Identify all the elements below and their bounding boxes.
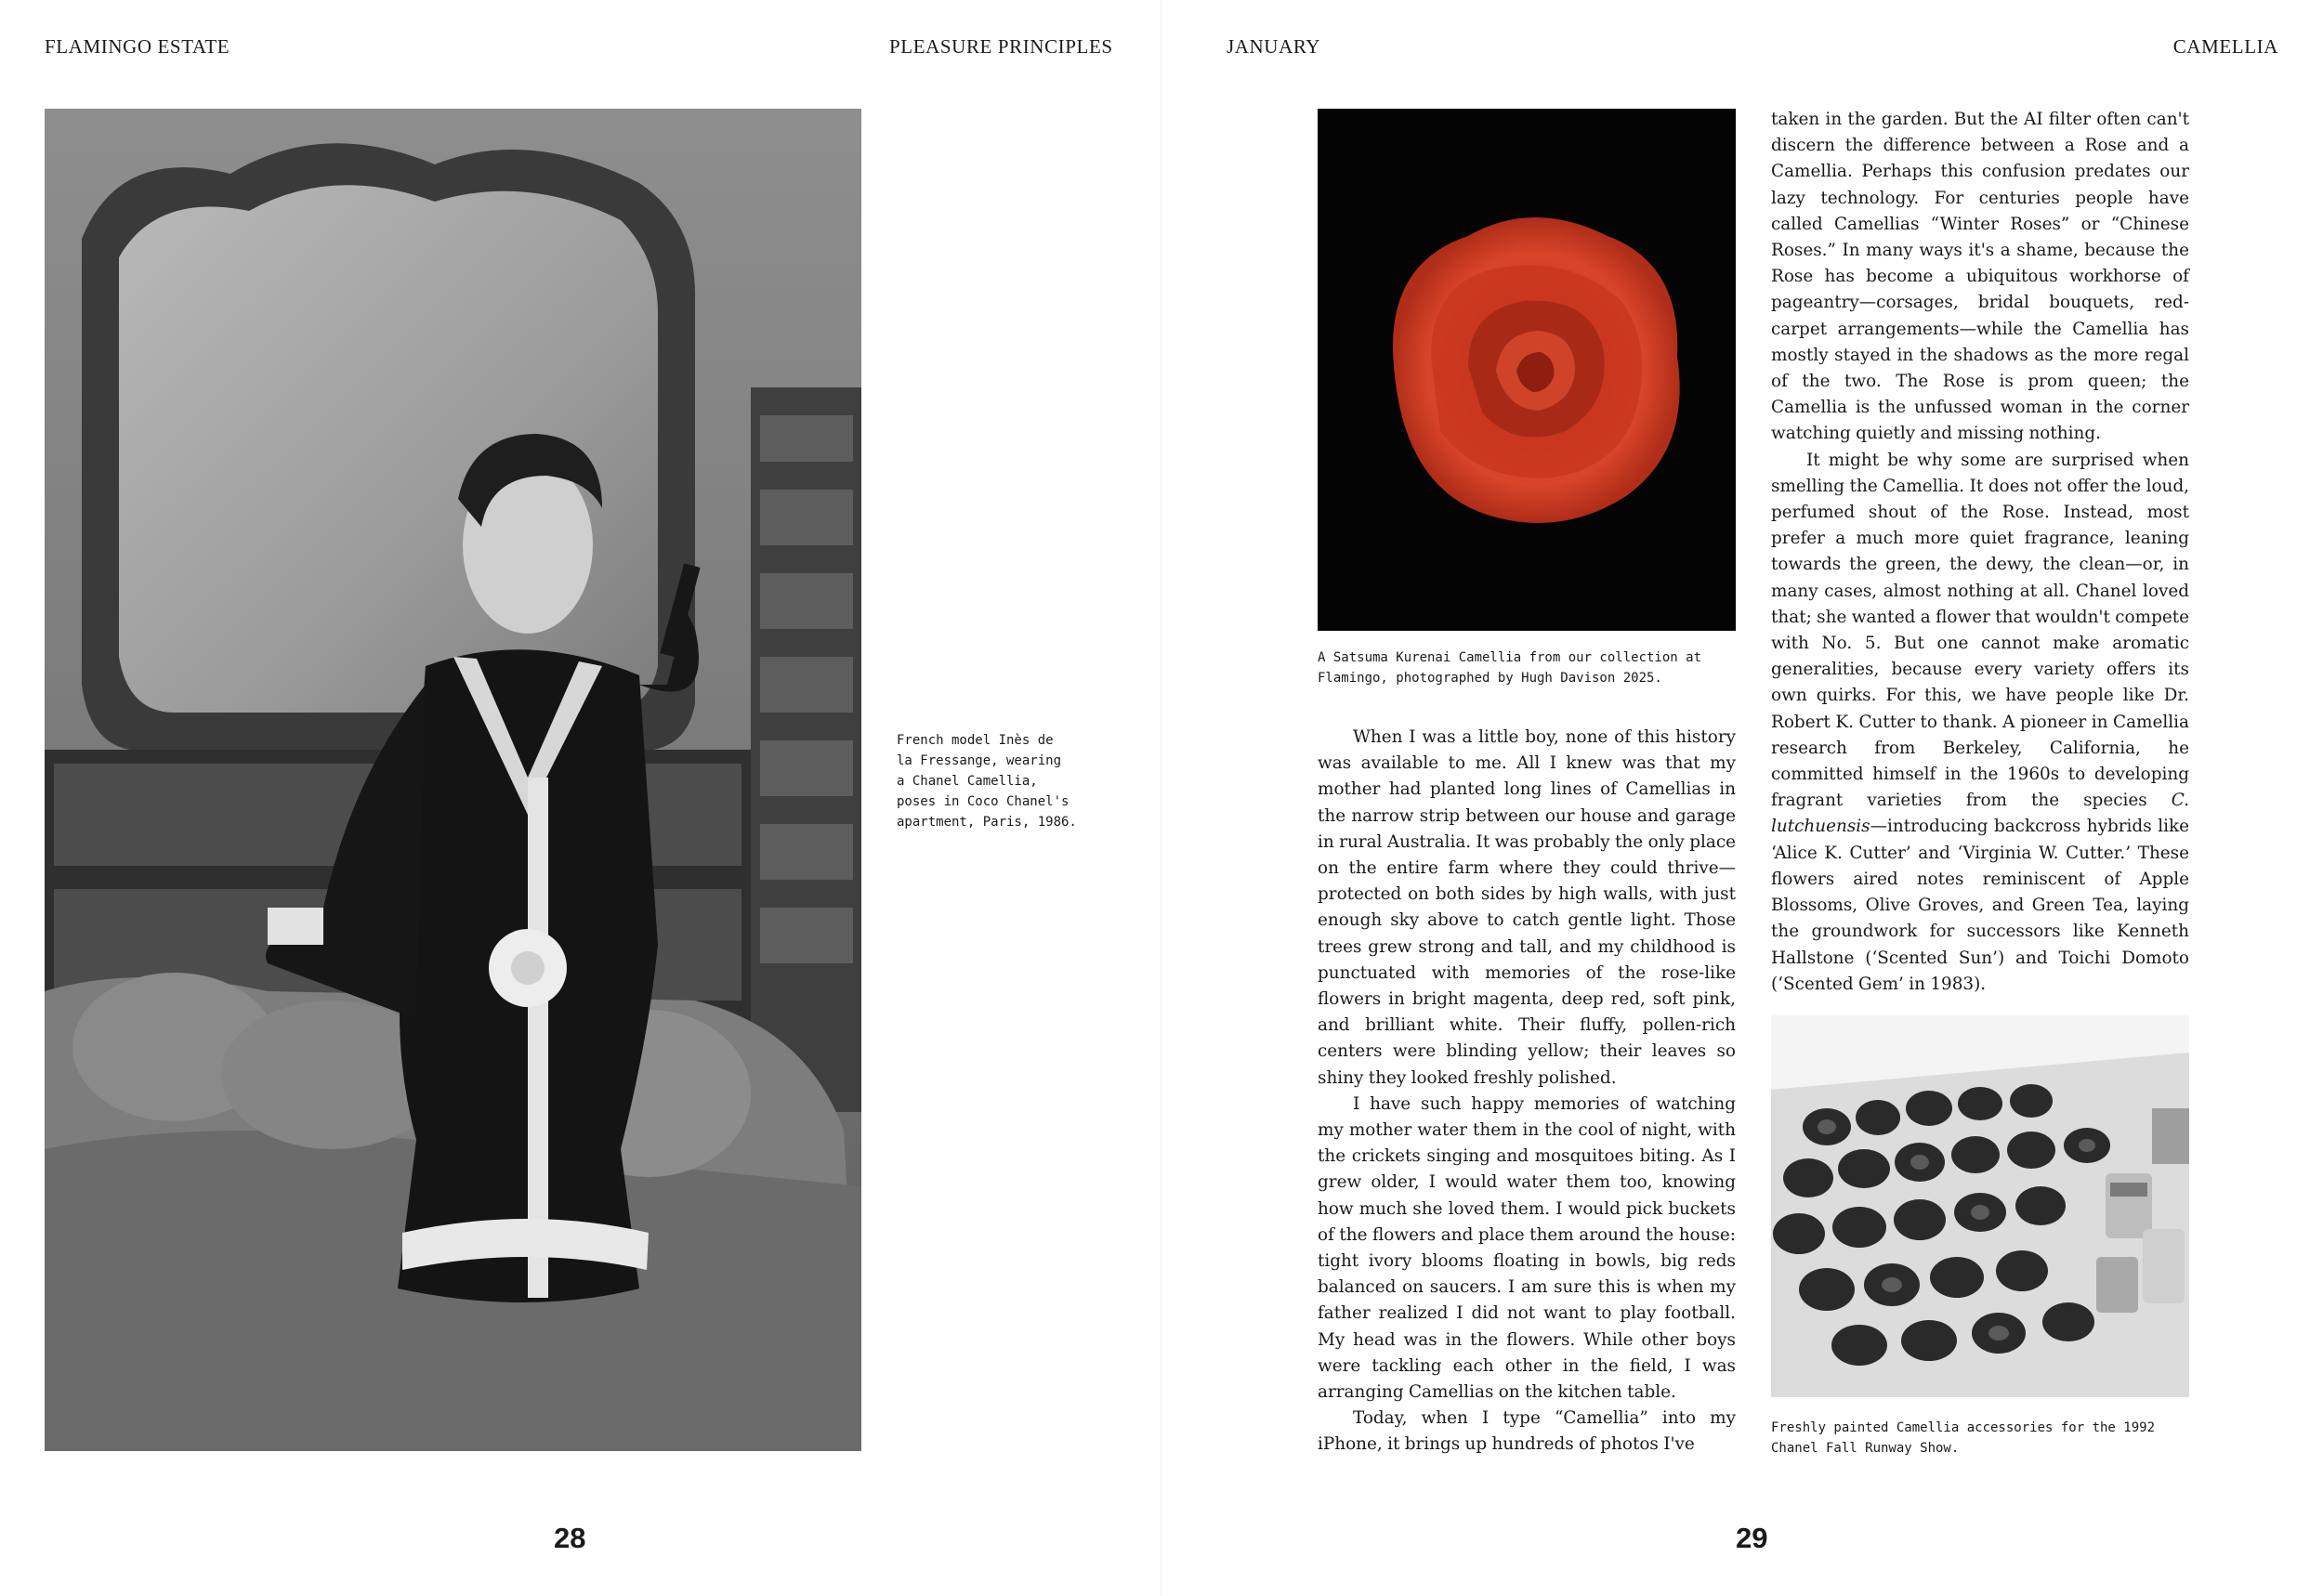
paragraph: taken in the garden. But the AI filter often can't discern the difference between a Rose and a Camellia. Perhaps this confusion predates our lazy technology. For centuries people have called Camellias “Winter Roses” or “Chinese Roses.” In many ways it's a shame, because the Rose has become a ubiquitous workhorse of pageantry—corsages, bridal bouquets, red-carpet arrangements—while the Camellia has mostly stayed in the shadows as the more regal of the two. The Rose is prom queen; the Camellia is the unfussed woman in the corner watching quietly and missing nothing. xyxy=(1771,110,2189,444)
red-camellia-photo xyxy=(1318,109,1736,631)
paragraph: When I was a little boy, none of this history was available to me. All I knew was that my mother had planted long lines of Camellias in the narrow strip between our house and garage in rural Australia. It was probably the only place on the entire farm where they could thrive—protected on both sides by high walls, with just enough sky above to catch gentle light. Those trees grew strong and tall, and my childhood is punctuated with memories of the rose-like flowers in bright magenta, deep red, soft pink, and brilliant white. Their fluffy, pollen-rich centers were blinding yellow; their leaves so shiny they looked freshly polished. xyxy=(1318,727,1736,1088)
species-name: C. lutchuensis xyxy=(1771,791,2189,837)
paragraph: I have such happy memories of watching my mother water them in the cool of night, with the crickets singing and mosquitoes biting. As I grew older, I would water them too, knowing how much she loved them. I would pick buckets of the flowers and place them around the house: tight ivory blooms floating in bowls, big reds balanced on saucers. I am sure this is when my father realized I did not want to play football. My head was in the flowers. While other boys were tackling each other in the field, I was arranging Camellias on the kitchen table. xyxy=(1318,1093,1736,1403)
camellia-accessories-photo xyxy=(1771,1015,2189,1397)
magazine-title: FLAMINGO ESTATE xyxy=(45,35,230,58)
article-title: CAMELLIA xyxy=(2172,35,2278,58)
page-number-left: 28 xyxy=(554,1522,586,1554)
paragraph: It might be why some are surprised when smelling the Camellia. It does not offer the loud, perfumed shout of the Rose. Instead, most prefer a much more quiet fragrance, leaning towards the green, the dewy, the clean—or, in many cases, almost nothing at all. Chanel loved that; she wanted a flower that wouldn't compete with No. 5. But one cannot make aromatic generalities, because every variety offers its own quirks. For this, we have people like Dr. Robert K. Cutter to thank. A pioneer in Camellia research from Berkeley, California, he committed himself in the 1960s to developing fragrant varieties from the species C. lutchuensis—introducing backcross hybrids like ‘Alice K. Cutter’ and ‘Virginia W. Cutter.’ These flowers aired notes reminiscent of Apple Blossoms, Olive Groves, and Green Tea, laying the groundwork for successors like Kenneth Hallstone (‘Scented Sun’) and Toichi Domoto (‘Scented Gem’ in 1983). xyxy=(1771,450,2189,994)
portrait-caption: French model Inès de la Fressange, wearing a Chanel Camellia, poses in Coco Chanel's apartment, Paris, 1986. xyxy=(897,733,1077,830)
article-column-left xyxy=(1318,725,1736,1459)
bw-portrait-photo xyxy=(45,109,861,1451)
section-title: PLEASURE PRINCIPLES xyxy=(889,35,1113,58)
page-number-right: 29 xyxy=(1736,1522,1768,1554)
paragraph: Today, when I type “Camellia” into my iPhone, it brings up hundreds of photos I've xyxy=(1318,1408,1736,1455)
accessories-caption: Freshly painted Camellia accessories for the 1992 Chanel Fall Runway Show. xyxy=(1771,1420,2156,1456)
flower-caption: A Satsuma Kurenai Camellia from our collection at Flamingo, photographed by Hugh Davison 2025. xyxy=(1318,650,1702,686)
issue-month: JANUARY xyxy=(1227,35,1321,58)
article-column-right xyxy=(1771,107,2189,998)
page-gutter xyxy=(1161,0,1162,1596)
